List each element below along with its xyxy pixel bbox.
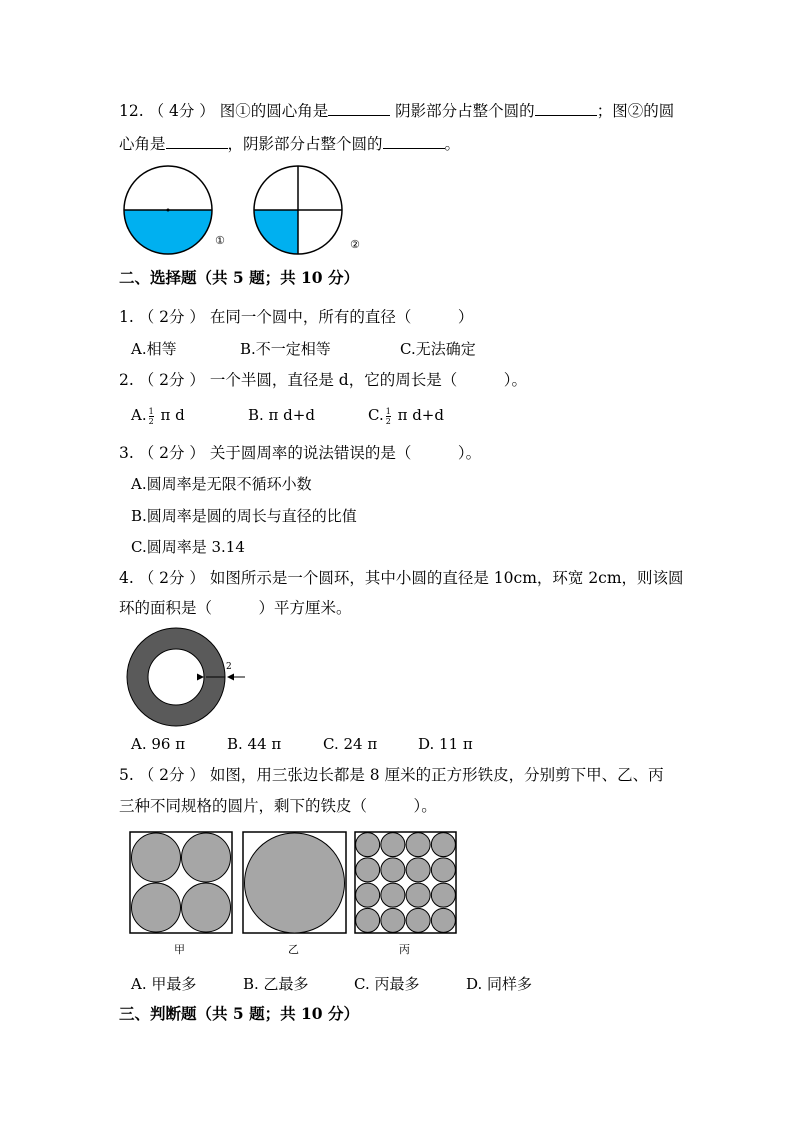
q12-figures bbox=[118, 164, 368, 259]
small-disk bbox=[356, 883, 380, 907]
q4-stem-line2: 环的面积是（ ）平方厘米。 bbox=[119, 599, 352, 617]
small-disk bbox=[431, 858, 455, 882]
small-disk bbox=[356, 908, 380, 932]
q2-option-c[interactable]: C. $\frac{1}{2}$ π d+d bbox=[368, 406, 444, 426]
q4-option-d[interactable]: D. 11 π bbox=[418, 735, 473, 753]
q5-option-a[interactable]: A. 甲最多 bbox=[131, 975, 197, 993]
q3-option-c[interactable]: C.圆周率是 3.14 bbox=[131, 538, 245, 556]
q5-stem-line1: 5. （ 2分 ） 如图，用三张边长都是 8 厘米的正方形铁皮，分别剪下甲、乙、丙 bbox=[119, 766, 664, 784]
q1-option-a[interactable]: A.相等 bbox=[131, 340, 177, 358]
q12-line2-prefix: 心角是 bbox=[119, 135, 166, 153]
square-yi bbox=[243, 832, 346, 933]
q3-option-a[interactable]: A.圆周率是无限不循环小数 bbox=[131, 475, 312, 493]
q12-prefix: 12. （ 4分 ） 图①的圆心角是 bbox=[119, 102, 329, 120]
small-disk bbox=[381, 883, 405, 907]
caption-bing: 丙 bbox=[399, 943, 410, 956]
q5-squares-figure bbox=[128, 829, 463, 939]
q12-blank-3[interactable] bbox=[166, 134, 228, 149]
small-disk bbox=[356, 833, 380, 857]
small-disk bbox=[406, 858, 430, 882]
small-disk bbox=[431, 833, 455, 857]
caption-yi: 乙 bbox=[288, 943, 299, 956]
q4-option-c[interactable]: C. 24 π bbox=[323, 735, 378, 753]
q3-stem: 3. （ 2分 ） 关于圆周率的说法错误的是（ ）。 bbox=[119, 444, 482, 462]
q12-blank-4[interactable] bbox=[383, 134, 445, 149]
small-disk bbox=[431, 883, 455, 907]
q5-stem-line2: 三种不同规格的圆片，剩下的铁皮（ ）。 bbox=[119, 797, 437, 815]
circle-figure-2 bbox=[254, 166, 342, 254]
small-disk bbox=[356, 858, 380, 882]
small-disk bbox=[406, 833, 430, 857]
q12-part2: 阴影部分占整个圆的 bbox=[395, 102, 535, 120]
small-disk bbox=[406, 883, 430, 907]
fig2-label: ② bbox=[350, 238, 360, 251]
square-jia bbox=[130, 832, 232, 933]
circle-1-shaded-half bbox=[124, 210, 212, 254]
q4-option-a[interactable]: A. 96 π bbox=[131, 735, 186, 753]
circle-figure-1 bbox=[124, 166, 212, 254]
small-disk bbox=[406, 908, 430, 932]
q2-option-b[interactable]: B. π d+d bbox=[248, 406, 315, 424]
q1-option-b[interactable]: B.不一定相等 bbox=[240, 340, 331, 358]
q12-line1 bbox=[119, 101, 674, 121]
ring-width-label: 2 bbox=[226, 662, 232, 672]
q5-option-c[interactable]: C. 丙最多 bbox=[354, 975, 420, 993]
q1-option-c[interactable]: C.无法确定 bbox=[400, 340, 476, 358]
inner-circle bbox=[148, 649, 204, 705]
fraction-half: $\frac{1}{2}$ bbox=[148, 406, 154, 426]
section2-title: 二、选择题（共 5 题；共 10 分） bbox=[119, 268, 359, 287]
small-disk bbox=[381, 858, 405, 882]
q3-option-b[interactable]: B.圆周率是圆的周长与直径的比值 bbox=[131, 507, 357, 525]
fraction-half: $\frac{1}{2}$ bbox=[385, 406, 391, 426]
q12-blank-2[interactable] bbox=[535, 101, 597, 116]
q12-blank-1[interactable] bbox=[328, 101, 390, 116]
fig1-label: ① bbox=[215, 234, 225, 247]
caption-jia: 甲 bbox=[174, 943, 185, 956]
q12-line2-end: 。 bbox=[444, 135, 461, 153]
small-disk bbox=[381, 908, 405, 932]
q2-option-a[interactable]: A. $\frac{1}{2}$ π d bbox=[131, 406, 185, 426]
q1-stem: 1. （ 2分 ） 在同一个圆中，所有的直径（ ） bbox=[119, 308, 474, 326]
square-bing bbox=[355, 832, 456, 933]
small-disk bbox=[431, 908, 455, 932]
q4-ring-figure bbox=[125, 625, 250, 735]
q5-option-d[interactable]: D. 同样多 bbox=[466, 975, 533, 993]
section3-title: 三、判断题（共 5 题；共 10 分） bbox=[119, 1004, 359, 1023]
q12-line2-mid: ，阴影部分占整个圆的 bbox=[227, 135, 383, 153]
q4-option-b[interactable]: B. 44 π bbox=[227, 735, 282, 753]
q5-option-b[interactable]: B. 乙最多 bbox=[243, 975, 309, 993]
q12-part3: ；图②的圆 bbox=[596, 102, 675, 120]
q12-line2 bbox=[119, 134, 460, 154]
q2-stem: 2. （ 2分 ） 一个半圆，直径是 d，它的周长是（ ）。 bbox=[119, 371, 527, 389]
small-disk bbox=[381, 833, 405, 857]
q4-stem-line1: 4. （ 2分 ） 如图所示是一个圆环，其中小圆的直径是 10cm，环宽 2cm，则该圆 bbox=[119, 569, 684, 587]
